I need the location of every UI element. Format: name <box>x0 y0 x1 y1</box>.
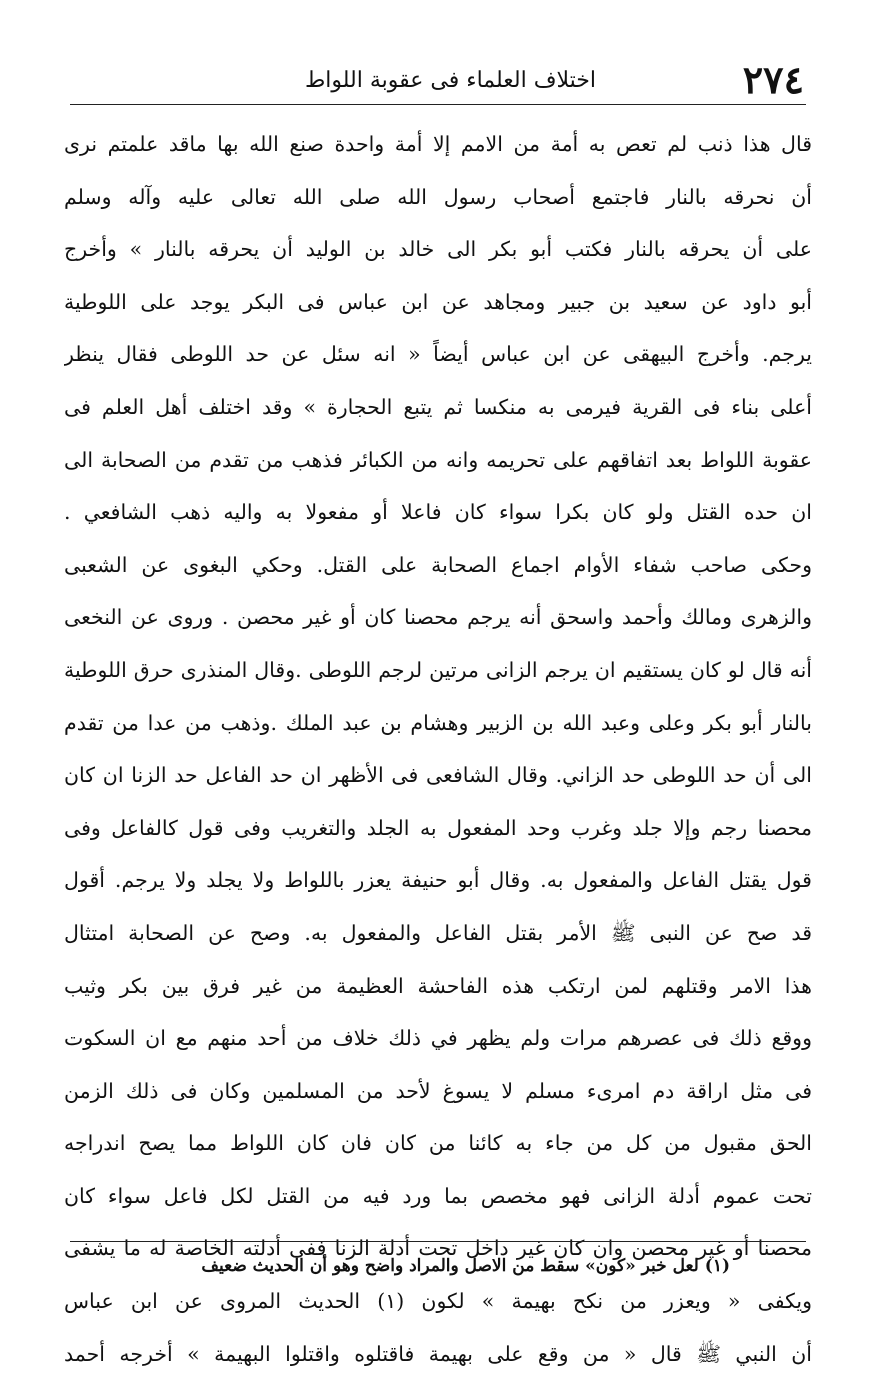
page-header <box>70 58 806 108</box>
text-line: الى أن حد اللوطى حد الزاني. وقال الشافعى فى الأظهر ان حد الفاعل حد الزنا ان كان <box>64 763 812 788</box>
text-line: أعلى بناء فى القرية فيرمى به منكسا ثم يتبع الحجارة » وقد اختلف أهل العلم فى <box>64 394 812 419</box>
header-rule <box>70 104 806 105</box>
text-line: قول يقتل الفاعل والمفعول به. وقال أبو حنيفة يعزر باللواط ولا يجلد ولا يرجم. أقول <box>64 868 812 893</box>
text-line: على أن يحرقه بالنار فكتب أبو بكر الى خالد بن الوليد أن يحرقه بالنار » وأخرج <box>64 237 812 262</box>
text-line: تحت عموم أدلة الزانى فهو مخصص بما ورد فيه من القتل لكل فاعل سواء كان <box>64 1183 812 1208</box>
text-line: بالنار أبو بكر وعلى وعبد الله بن الزبير وهشام بن عبد الملك .وذهب من عدا من تقدم <box>64 710 812 735</box>
text-line: أبو داود عن سعيد بن جبير ومجاهد عن ابن عباس فى البكر يوجد على اللوطية <box>64 289 812 314</box>
body-text <box>64 118 812 1380</box>
text-line: محصنا رجم وإلا جلد وغرب وحد المفعول به الجلد والتغريب وفى قول كالفاعل وفى <box>64 815 812 840</box>
text-line: وحكى صاحب شفاء الأوام اجماع الصحابة على القتل. وحكي البغوى عن الشعبى <box>64 552 812 577</box>
page-number: ٢٧٤ <box>742 57 804 102</box>
text-line: أن النبي ﷺ قال « من وقع على بهيمة فاقتلوه واقتلوا البهيمة » أخرجه أحمد <box>64 1341 812 1366</box>
text-line: قال هذا ذنب لم تعص به أمة من الامم إلا أمة واحدة صنع الله بها ماقد علمتم نرى <box>64 132 812 156</box>
text-line: ان حده القتل ولو كان بكرا سواء كان فاعلا أو مفعولا به واليه ذهب الشافعي . <box>64 500 812 525</box>
text-line: ووقع ذلك فى عصرهم مرات ولم يظهر في ذلك خلاف من أحد منهم مع ان السكوت <box>64 1026 812 1051</box>
text-line: محصنا أو غير محصن وان كان غير داخل تحت أدلة الزنا ففى أدلته الخاصة له ما يشفى <box>64 1236 812 1261</box>
text-line: والزهرى ومالك وأحمد واسحق أنه يرجم محصنا كان أو غير محصن . وروى عن النخعى <box>64 605 812 630</box>
footnote: (١) لعل خبر «كون» سقط من الاصل والمراد واضح وهو أن الحديث ضعيف <box>201 1256 730 1276</box>
text-line: يرجم. وأخرج البيهقى عن ابن عباس أيضاً « انه سئل عن حد اللوطى فقال ينظر <box>64 342 812 367</box>
text-line: عقوبة اللواط بعد اتفاقهم على تحريمه وانه من الكبائر فذهب من تقدم من الصحابة الى <box>64 447 812 472</box>
text-line: فى مثل اراقة دم امرىء مسلم لا يسوغ لأحد من المسلمين وكان فى ذلك الزمن <box>64 1078 812 1103</box>
text-line: قد صح عن النبى ﷺ الأمر بقتل الفاعل والمفعول به. وصح عن الصحابة امتثال <box>64 920 812 945</box>
text-line: هذا الامر وقتلهم لمن ارتكب هذه الفاحشة العظيمة من غير فرق بين بكر وثيب <box>64 973 812 998</box>
text-line: الحق مقبول من كل من جاء به كائنا من كان فان كان اللواط مما يصح اندراجه <box>64 1131 812 1156</box>
text-line: ويكفى « ويعزر من نكح بهيمة » لكون (١) الحديث المروى عن ابن عباس <box>64 1289 812 1314</box>
text-line: أنه قال لو كان يستقيم ان يرجم الزانى مرتين لرجم اللوطى .وقال المنذرى حرق اللوطية <box>64 657 812 682</box>
running-title: اختلاف العلماء فى عقوبة اللواط <box>304 68 596 93</box>
footnote-rule <box>70 1241 806 1242</box>
text-line: أن نحرقه بالنار فاجتمع أصحاب رسول الله صلى الله تعالى عليه وآله وسلم <box>64 184 812 209</box>
